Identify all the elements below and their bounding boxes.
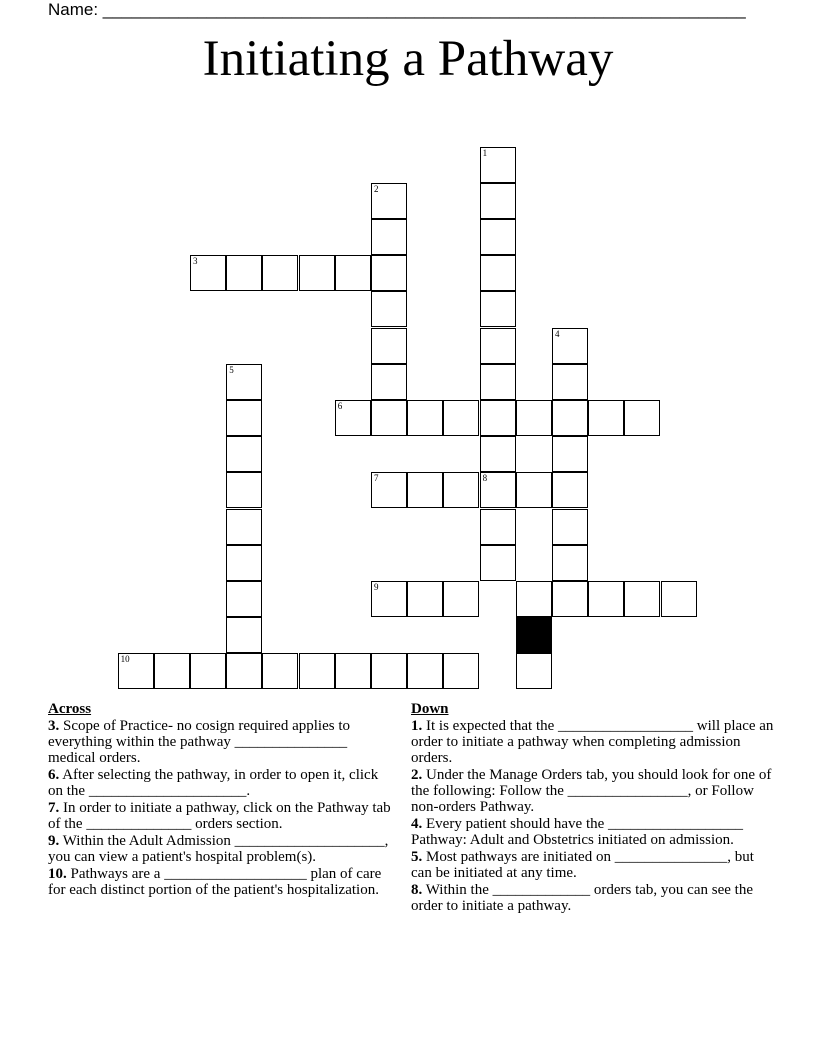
crossword-cell[interactable] (552, 581, 588, 617)
crossword-cell[interactable] (552, 328, 588, 364)
crossword-cell[interactable] (407, 653, 443, 689)
crossword-cell[interactable] (190, 653, 226, 689)
crossword-cell[interactable] (480, 400, 516, 436)
crossword-cell[interactable] (299, 653, 335, 689)
crossword-cell[interactable] (371, 219, 407, 255)
crossword-cell[interactable] (299, 255, 335, 291)
down-heading: Down (411, 701, 449, 717)
crossword-cell[interactable] (226, 509, 262, 545)
down-clue: 4. Every patient should have the __________________ Pathway: Adult and Obstetrics initiated on admission. (411, 816, 744, 848)
across-heading: Across (48, 701, 92, 717)
crossword-cell[interactable] (552, 545, 588, 581)
clue-number: 10 (120, 654, 130, 665)
crossword-cell[interactable] (624, 400, 660, 436)
crossword-cell[interactable] (371, 183, 407, 219)
crossword-cell[interactable] (552, 400, 588, 436)
crossword-cell[interactable] (335, 653, 371, 689)
clue-number: 5 (229, 364, 234, 375)
down-clue: 1. It is expected that the __________________ will place an order to initiate a pathway when completing admission orders. (411, 718, 774, 766)
crossword-cell[interactable] (371, 328, 407, 364)
across-clue: 7. In order to initiate a pathway, click on the Pathway tab of the ______________ orders section. (48, 800, 391, 832)
crossword-cell[interactable] (226, 436, 262, 472)
crossword-cell[interactable] (190, 255, 226, 291)
crossword-cell[interactable] (262, 653, 298, 689)
crossword-cell[interactable] (588, 581, 624, 617)
crossword-cell[interactable] (480, 436, 516, 472)
crossword-cell[interactable] (118, 653, 154, 689)
crossword-cell[interactable] (226, 364, 262, 400)
crossword-cell[interactable] (226, 617, 262, 653)
crossword-block (516, 617, 552, 653)
crossword-cell[interactable] (262, 255, 298, 291)
crossword-cell[interactable] (516, 581, 552, 617)
crossword-cell[interactable] (480, 509, 516, 545)
crossword-cell[interactable] (552, 509, 588, 545)
crossword-cell[interactable] (516, 653, 552, 689)
across-clues (48, 701, 393, 899)
crossword-cell[interactable] (552, 364, 588, 400)
crossword-cell[interactable] (480, 147, 516, 183)
crossword-cell[interactable] (226, 472, 262, 508)
crossword-cell[interactable] (226, 581, 262, 617)
clue-number: 8 (482, 473, 488, 484)
crossword-cell[interactable] (480, 328, 516, 364)
crossword-cell[interactable] (443, 472, 479, 508)
crossword-cell[interactable] (624, 581, 660, 617)
crossword-cell[interactable] (661, 581, 697, 617)
clue-number: 6 (337, 401, 343, 411)
page-title: Initiating a Pathway (202, 31, 614, 87)
down-clue: 5. Most pathways are initiated on _______________, but can be initiated at any time. (411, 849, 754, 881)
crossword-cell[interactable] (552, 472, 588, 508)
crossword-cell[interactable] (480, 219, 516, 255)
crossword-cell[interactable] (371, 364, 407, 400)
crossword-cell[interactable] (443, 400, 479, 436)
clue-number: 1 (482, 147, 488, 158)
crossword-cell[interactable] (480, 183, 516, 219)
crossword-cell[interactable] (480, 545, 516, 581)
across-clue: 3. Scope of Practice- no cosign required applies to everything within the pathway _______________ medical orders. (48, 718, 350, 766)
crossword-cell[interactable] (371, 400, 407, 436)
crossword-cell[interactable] (226, 545, 262, 581)
crossword-cell[interactable] (226, 653, 262, 689)
clue-number: 2 (374, 183, 379, 194)
clue-number: 3 (193, 256, 198, 267)
crossword-cell[interactable] (480, 291, 516, 327)
crossword-cell[interactable] (588, 400, 624, 436)
crossword-cell[interactable] (407, 581, 443, 617)
crossword-cell[interactable] (226, 400, 262, 436)
crossword-cell[interactable] (516, 400, 552, 436)
crossword-cell[interactable] (516, 472, 552, 508)
crossword-cell[interactable] (552, 436, 588, 472)
crossword-cell[interactable] (371, 653, 407, 689)
crossword-cell[interactable] (480, 364, 516, 400)
crossword-cell[interactable] (407, 400, 443, 436)
crossword-cell[interactable] (335, 255, 371, 291)
across-clue: 9. Within the Adult Admission ____________________, you can view a patient's hospital problem(s). (48, 833, 389, 865)
clue-number: 4 (555, 328, 560, 339)
crossword-cell[interactable] (443, 653, 479, 689)
crossword-cell[interactable] (335, 400, 371, 436)
crossword-cell[interactable] (154, 653, 190, 689)
crossword-cell[interactable] (226, 255, 262, 291)
crossword-cell[interactable] (443, 581, 479, 617)
crossword-cell[interactable] (407, 472, 443, 508)
crossword-cell[interactable] (371, 291, 407, 327)
crossword-cell[interactable] (480, 472, 516, 508)
clue-number: 9 (374, 582, 379, 592)
down-clues (411, 701, 776, 915)
clue-number: 7 (374, 473, 379, 484)
down-clue: 2. Under the Manage Orders tab, you should look for one of the following: Follow the ________________, or Follow non-orders Pathway. (411, 767, 772, 815)
down-clue: 8. Within the _____________ orders tab, you can see the order to initiate a pathway. (411, 882, 753, 914)
crossword-cell[interactable] (480, 255, 516, 291)
name-field-label: Name: ____________________________________________________________________ (48, 0, 746, 19)
crossword-cell[interactable] (371, 472, 407, 508)
across-clue: 6. After selecting the pathway, in order to open it, click on the _____________________. (48, 767, 379, 799)
across-clue: 10. Pathways are a ___________________ plan of care for each distinct portion of the patient's hospitalization. (48, 866, 382, 898)
crossword-cell[interactable] (371, 255, 407, 291)
crossword-cell[interactable] (371, 581, 407, 617)
